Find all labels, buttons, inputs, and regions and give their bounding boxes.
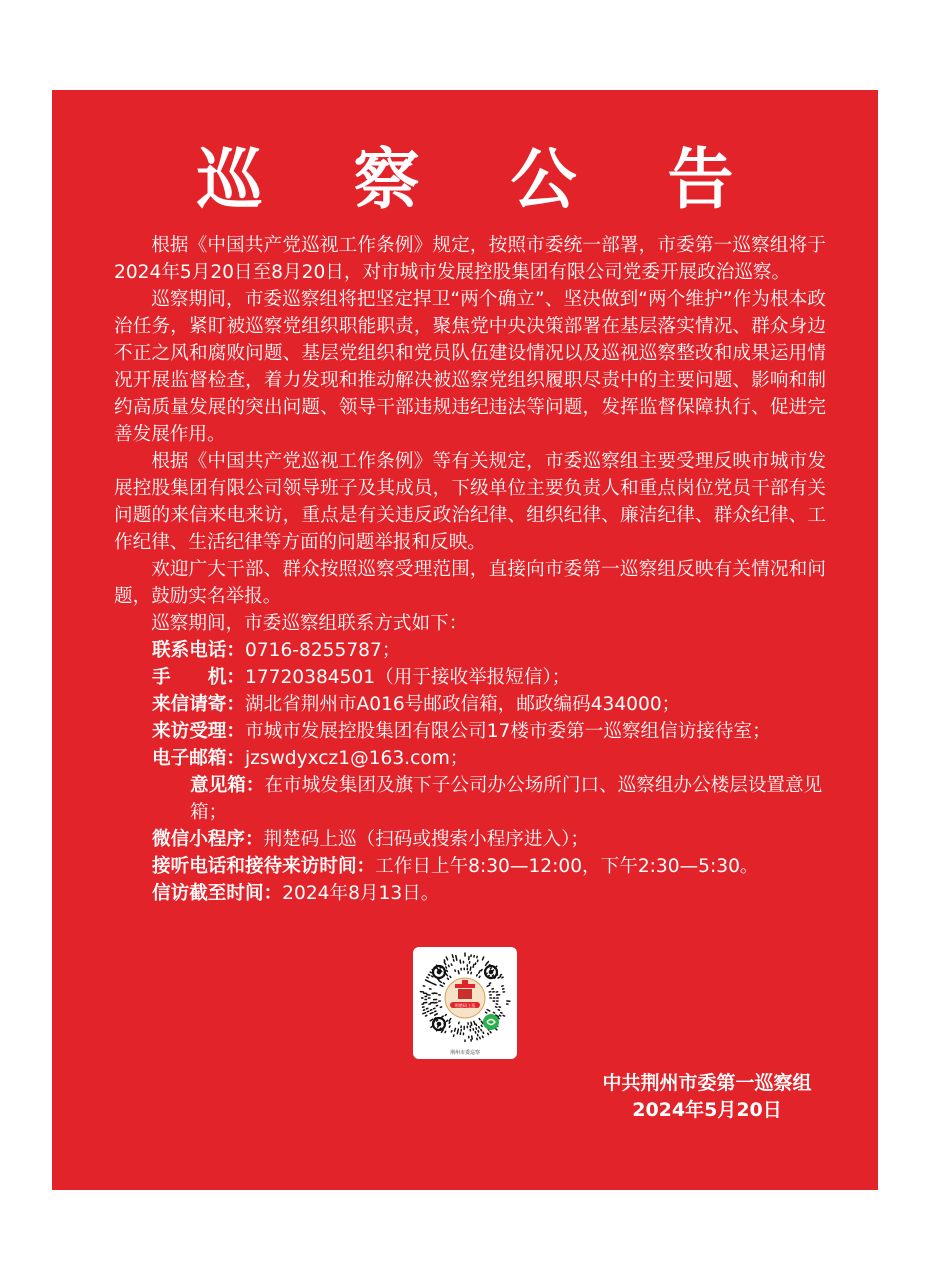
contact-visit-label: 来访受理：: [152, 721, 245, 742]
contact-deadline-value: 2024年8月13日。: [282, 883, 440, 904]
contact-phone-label: 联系电话：: [152, 640, 245, 661]
contact-mail-value: 湖北省荆州市A016号邮政信箱，邮政编码434000；: [244, 694, 681, 715]
contact-mobile-value: 17720384501（用于接收举报短信）；: [244, 667, 571, 688]
paragraph-intro: 根据《中国共产党巡视工作条例》规定，按照市委统一部署，市委第一巡察组将于2024年5月20日至8月20日，对市城市发展控股集团有限公司党委开展政治巡察。: [114, 235, 826, 283]
contact-mini-program-label: 微信小程序：: [152, 829, 264, 850]
notice-poster: [52, 90, 878, 1190]
contact-mini-program-value: 荆楚码上巡（扫码或搜索小程序进入）；: [263, 829, 589, 850]
contact-hours: [152, 853, 826, 880]
contact-list: [114, 637, 826, 907]
qr-code-graphic: [419, 952, 511, 1044]
mini-program-qr-code[interactable]: [413, 947, 517, 1059]
contact-phone-value: 0716-8255787；: [244, 640, 401, 661]
contact-hours-label: 接听电话和接待来访时间：: [152, 856, 376, 877]
contact-deadline: [152, 880, 826, 907]
paragraph-tasks: 巡察期间，市委巡察组将把坚定捍卫“两个确立”、坚决做到“两个维护”作为根本政治任务，紧盯被巡察党组织职能职责，聚焦党中央决策部署在基层落实情况、群众身边不正之风和腐败问题、基层党组织和党员队伍建设情况以及巡视巡察整改和成果运用情况开展监督检查，着力发现和推动解决被巡察党组织履职尽责中的主要问题、影响和制约高质量发展的突出问题、领导干部违规违纪违法等问题，发挥监督保障执行、促进完善发展作用。: [114, 289, 826, 445]
contact-mail-label: 来信请寄：: [152, 694, 245, 715]
contact-visit: [152, 718, 826, 745]
paragraph-scope: 根据《中国共产党巡视工作条例》等有关规定，市委巡察组主要受理反映市城市发展控股集团有限公司领导班子及其成员，下级单位主要负责人和重点岗位党员干部有关问题的来信来电来访，重点是有关违反政治纪律、组织纪律、廉洁纪律、群众纪律、工作纪律、生活纪律等方面的问题举报和反映。: [114, 451, 826, 553]
contact-mail: [152, 691, 826, 718]
contact-mini-program: [152, 826, 826, 853]
signature-org: 中共荆州市委第一巡察组: [602, 1072, 812, 1094]
contact-visit-value: 市城市发展控股集团有限公司17楼市委第一巡察组信访接待室；: [244, 721, 771, 742]
paragraph-contact-intro: 巡察期间，市委巡察组联系方式如下：: [151, 613, 468, 634]
contact-email-value: jzswdyxcz1@163.com；: [244, 748, 469, 769]
contact-email-label: 电子邮箱：: [152, 748, 245, 769]
contact-email: [152, 745, 826, 772]
contact-hours-value: 工作日上午8:30—12:00，下午2:30—5:30。: [375, 856, 759, 877]
contact-phone: [152, 637, 826, 664]
qr-caption: 荆州市委巡察: [449, 1050, 480, 1056]
contact-mobile: [152, 664, 826, 691]
contact-suggestion-box: [152, 772, 826, 826]
notice-body: [114, 232, 826, 907]
notice-title: 巡 察 公 告: [196, 141, 768, 218]
contact-suggestion-box-label: 意见箱：: [190, 775, 265, 796]
paragraph-welcome: 欢迎广大干部、群众按照巡察受理范围，直接向市委第一巡察组反映有关情况和问题，鼓励实名举报。: [114, 559, 826, 607]
contact-suggestion-box-value: 在市城发集团及旗下子公司办公场所门口、巡察组办公楼层设置意见箱；: [190, 775, 823, 823]
signature-date: 2024年5月20日: [632, 1099, 782, 1121]
contact-deadline-label: 信访截至时间：: [152, 883, 283, 904]
contact-mobile-label: 手 机：: [152, 667, 245, 688]
wechat-mini-program-badge-icon: [483, 1014, 499, 1030]
qr-inner-label: 荆楚码上巡: [454, 1003, 476, 1008]
